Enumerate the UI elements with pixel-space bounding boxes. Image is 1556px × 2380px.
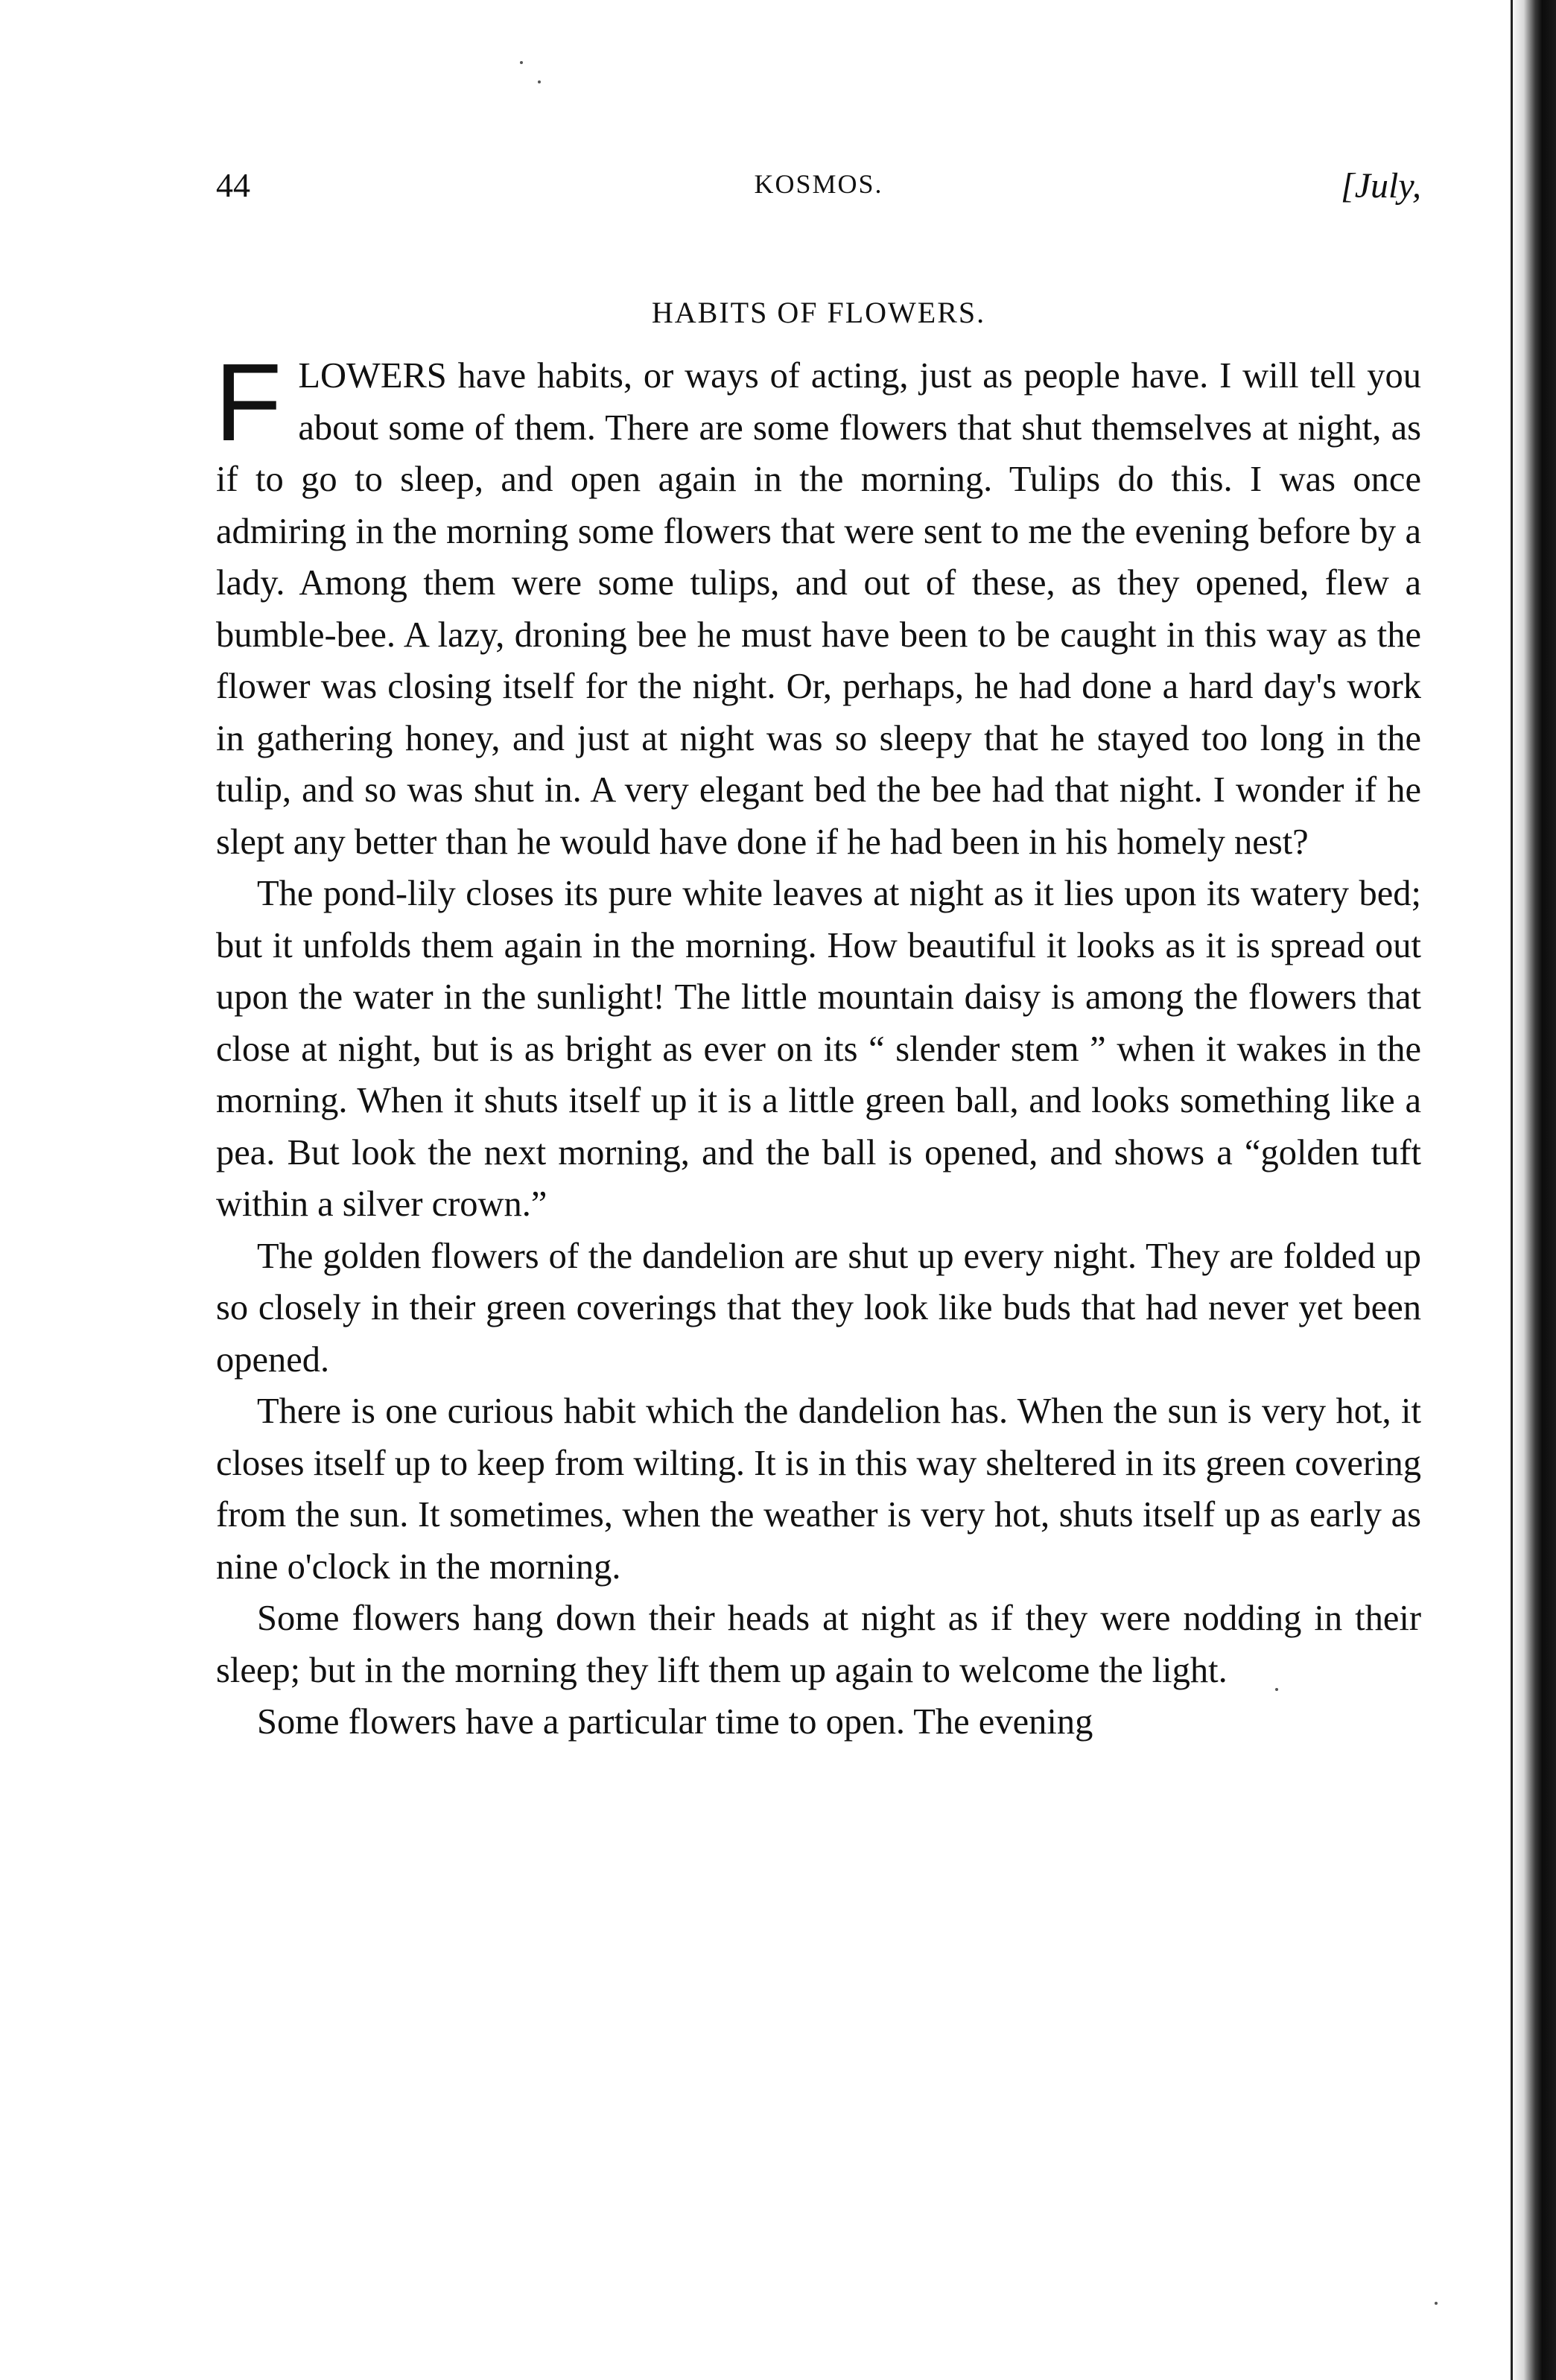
scan-speck <box>1435 2302 1438 2305</box>
scan-binding-line <box>1511 0 1513 2380</box>
paragraph: The golden flowers of the dandelion are shut up every night. They are folded up so closely in their green coverings that they look like buds that had never yet been opened. <box>216 1236 1421 1380</box>
scan-speck <box>538 80 541 83</box>
scan-binding-edge <box>1510 0 1556 2380</box>
scan-speck <box>520 61 523 64</box>
article-title: HABITS OF FLOWERS. <box>651 296 986 329</box>
article-body <box>215 341 1421 1748</box>
issue-month: [July, <box>1341 166 1421 206</box>
journal-title: KOSMOS. <box>754 169 883 199</box>
page-number: 44 <box>216 166 250 204</box>
paragraph: Some flowers hang down their heads at night as if they were nodding in their sleep; but in the morning they lift them up again to welcome the light. <box>216 1599 1421 1690</box>
paragraph <box>215 341 1421 868</box>
paragraph-text: LOWERS have habits, or ways of acting, just as people have. I will tell you about some of them. There are some flowers that shut themselves at night, as if to go to sleep, and open again in the morning. Tulips do this. I was once admiring in the morning some flowers that were sent to me the evening before by a lady. Among them were some tulips, and out of these, as they opened, flew a bumble-bee. A lazy, droning bee he must have been to be caught in this way as the flower was closing itself for the night. Or, perhaps, he had done a hard day's work in gathering honey, and just at night was so sleepy that he stayed too long in the tulip, and so was shut in. A very elegant bed the bee had that night. I wonder if he slept any better than he would have done if he had been in his homely nest? <box>216 356 1421 862</box>
paragraph: Some flowers have a particular time to open. The evening <box>257 1702 1093 1742</box>
drop-cap: F <box>215 341 282 464</box>
paragraph: The pond-lily closes its pure white leaves at night as it lies upon its watery bed; but it unfolds them again in the morning. How beautiful it looks as it is spread out upon the water in the sunlight! The little mountain daisy is among the flowers that close at night, but is as bright as ever on its “ slender stem ” when it wakes in the morning. When it shuts itself up it is a little green ball, and looks something like a pea. But look the next morning, and the ball is opened, and shows a “golden tuft within a silver crown.” <box>216 874 1421 1224</box>
paragraph: There is one curious habit which the dandelion has. When the sun is very hot, it closes itself up to keep from wilting. It is in this way sheltered in its green covering from the sun. It sometimes, when the weather is very hot, shuts itself up as early as nine o'clock in the morning. <box>216 1391 1421 1587</box>
running-head <box>216 165 1421 210</box>
